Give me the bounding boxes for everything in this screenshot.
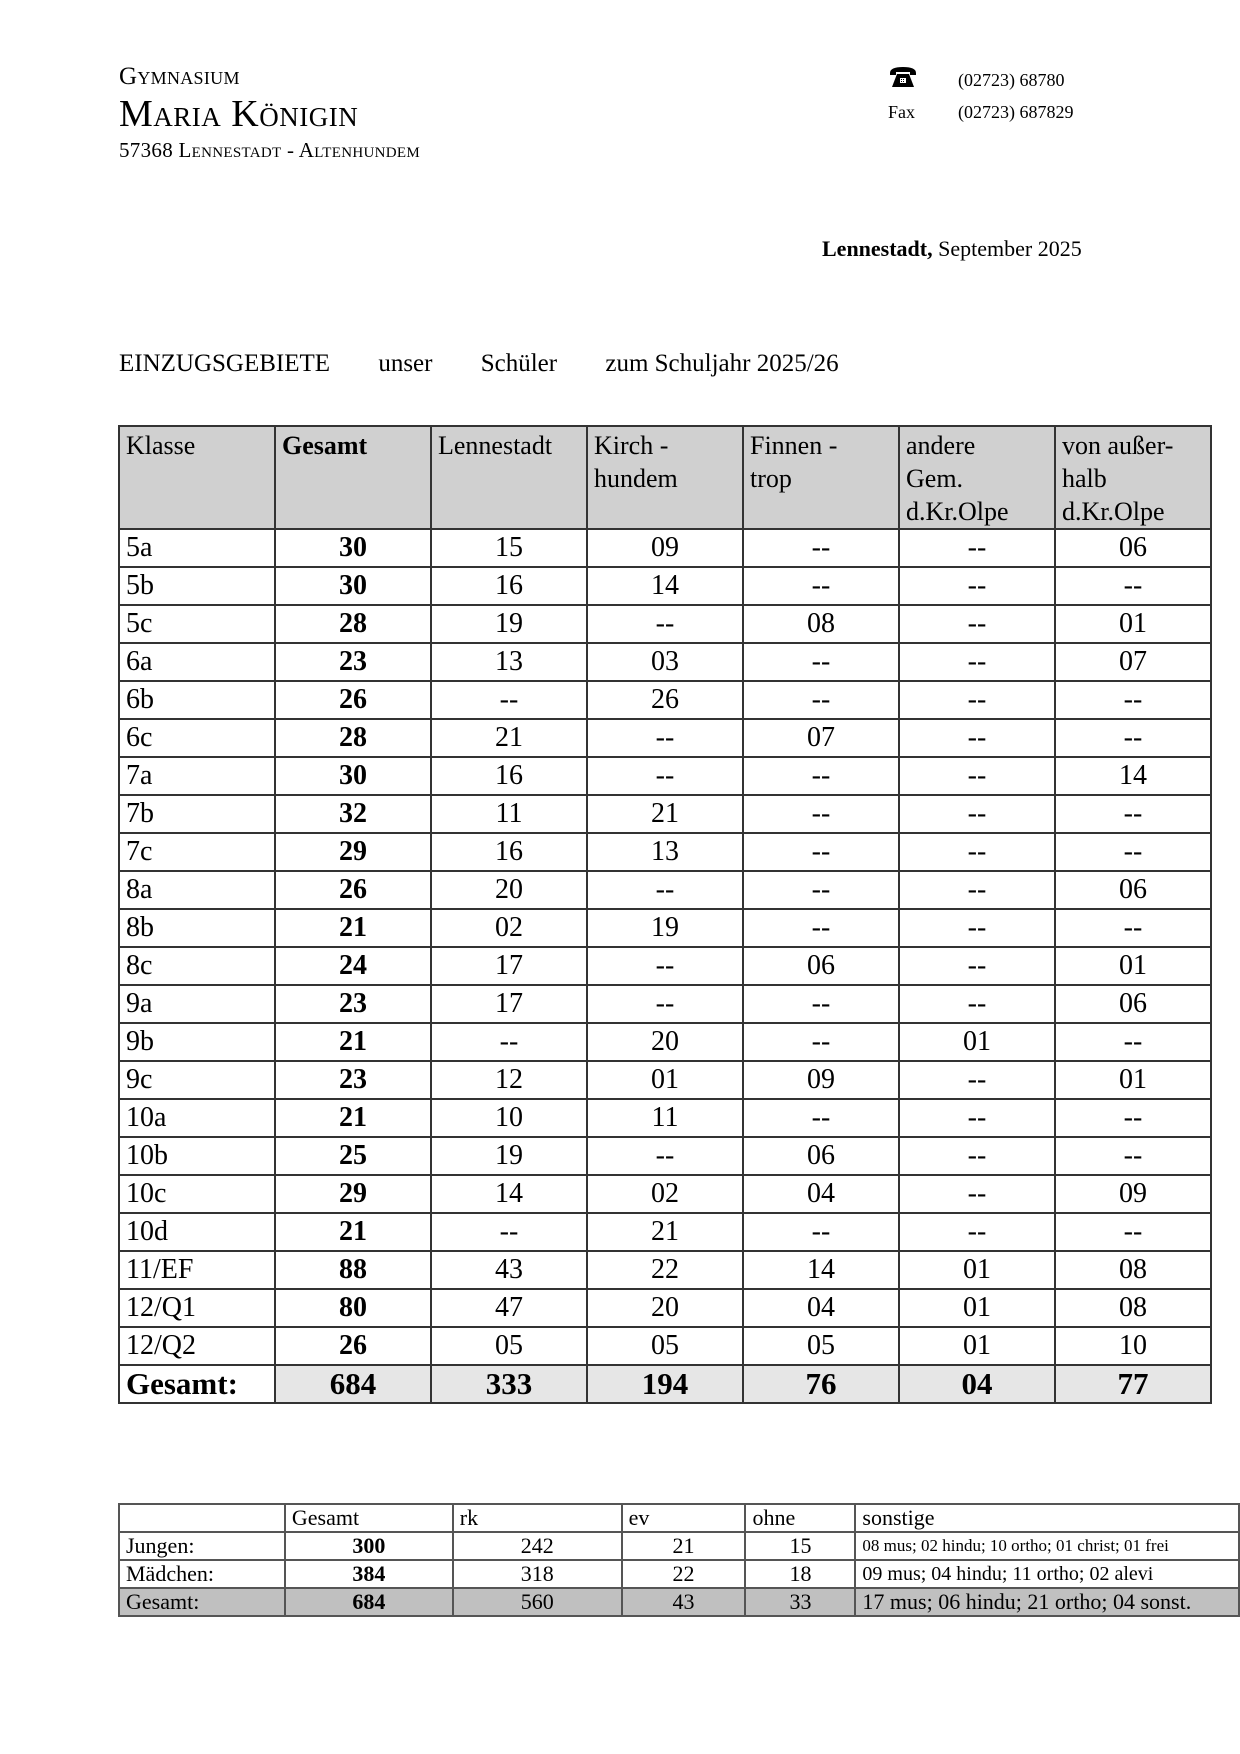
cell-col-andere-gemeinden: -- xyxy=(899,1061,1055,1099)
fax-label: Fax xyxy=(888,101,915,122)
table-row xyxy=(119,795,1211,833)
cell-col-kirchhundem: 03 xyxy=(587,643,743,681)
cell-col-andere-gemeinden: -- xyxy=(899,947,1055,985)
summary-cell-gesamt: 384 xyxy=(285,1560,453,1588)
table-row xyxy=(119,1213,1211,1251)
cell-col-andere-gemeinden: -- xyxy=(899,1175,1055,1213)
summary-row xyxy=(119,1560,1239,1588)
title-part-3: Schüler xyxy=(480,350,558,377)
cell-col-gesamt: 26 xyxy=(275,871,431,909)
total-col-finnentrop: 76 xyxy=(743,1365,899,1403)
cell-col-lennestadt: 02 xyxy=(431,909,587,947)
cell-col-ausserhalb: 01 xyxy=(1055,1061,1211,1099)
cell-col-lennestadt: 19 xyxy=(431,1137,587,1175)
cell-col-finnentrop: -- xyxy=(743,909,899,947)
cell-col-klasse: 6c xyxy=(119,719,275,757)
header-line: Finnen - xyxy=(750,431,838,460)
summary-row xyxy=(119,1532,1239,1560)
cell-col-klasse: 6b xyxy=(119,681,275,719)
cell-col-gesamt: 21 xyxy=(275,1099,431,1137)
cell-col-ausserhalb: 01 xyxy=(1055,605,1211,643)
table-row xyxy=(119,909,1211,947)
cell-col-klasse: 5b xyxy=(119,567,275,605)
cell-col-kirchhundem: -- xyxy=(587,719,743,757)
cell-col-kirchhundem: 09 xyxy=(587,529,743,567)
cell-col-lennestadt: -- xyxy=(431,1213,587,1251)
cell-col-klasse: 8c xyxy=(119,947,275,985)
phone-number: (02723) 68780 xyxy=(958,69,1065,90)
dateline xyxy=(822,236,1082,262)
summary-header-sonstige: sonstige xyxy=(855,1504,1239,1532)
cell-col-andere-gemeinden: 01 xyxy=(899,1327,1055,1365)
header-line: d.Kr.Olpe xyxy=(1062,497,1165,526)
summary-cell-ev: 22 xyxy=(622,1560,746,1588)
table-row xyxy=(119,1175,1211,1213)
cell-col-gesamt: 21 xyxy=(275,1213,431,1251)
cell-col-finnentrop: -- xyxy=(743,529,899,567)
cell-col-lennestadt: 16 xyxy=(431,567,587,605)
contact-block xyxy=(888,64,1074,128)
title-part-2: unser xyxy=(378,350,433,377)
cell-col-kirchhundem: -- xyxy=(587,1137,743,1175)
cell-col-gesamt: 24 xyxy=(275,947,431,985)
cell-col-lennestadt: 10 xyxy=(431,1099,587,1137)
header-line: Kirch - xyxy=(594,431,669,460)
total-col-andere-gemeinden: 04 xyxy=(899,1365,1055,1403)
summary-row xyxy=(119,1588,1239,1616)
cell-col-finnentrop: -- xyxy=(743,681,899,719)
total-col-gesamt: 684 xyxy=(275,1365,431,1403)
cell-col-lennestadt: 16 xyxy=(431,757,587,795)
summary-cell-label: Gesamt: xyxy=(119,1588,285,1616)
cell-col-klasse: 12/Q1 xyxy=(119,1289,275,1327)
summary-cell-sonstige: 09 mus; 04 hindu; 11 ortho; 02 alevi xyxy=(855,1560,1239,1588)
cell-col-andere-gemeinden: -- xyxy=(899,529,1055,567)
cell-col-andere-gemeinden: -- xyxy=(899,909,1055,947)
school-address: 57368 Lennestadt - Altenhundem xyxy=(119,138,420,162)
summary-cell-ohne: 33 xyxy=(745,1588,855,1616)
cell-col-kirchhundem: 01 xyxy=(587,1061,743,1099)
table-row xyxy=(119,1099,1211,1137)
cell-col-finnentrop: 06 xyxy=(743,1137,899,1175)
cell-col-klasse: 7c xyxy=(119,833,275,871)
cell-col-andere-gemeinden: -- xyxy=(899,1137,1055,1175)
cell-col-andere-gemeinden: -- xyxy=(899,1213,1055,1251)
cell-col-klasse: 11/EF xyxy=(119,1251,275,1289)
cell-col-andere-gemeinden: 01 xyxy=(899,1289,1055,1327)
header-col-andere-gemeinden xyxy=(899,426,1055,529)
cell-col-andere-gemeinden: -- xyxy=(899,719,1055,757)
cell-col-ausserhalb: -- xyxy=(1055,795,1211,833)
table-row xyxy=(119,833,1211,871)
title-part-4: zum Schuljahr 2025/26 xyxy=(605,350,839,377)
header-line: d.Kr.Olpe xyxy=(906,497,1009,526)
cell-col-lennestadt: 19 xyxy=(431,605,587,643)
summary-cell-label: Mädchen: xyxy=(119,1560,285,1588)
cell-col-lennestadt: 12 xyxy=(431,1061,587,1099)
summary-cell-rk: 318 xyxy=(453,1560,622,1588)
cell-col-kirchhundem: -- xyxy=(587,871,743,909)
header-col-lennestadt xyxy=(431,426,587,529)
cell-col-finnentrop: 05 xyxy=(743,1327,899,1365)
cell-col-kirchhundem: 20 xyxy=(587,1023,743,1061)
total-col-kirchhundem: 194 xyxy=(587,1365,743,1403)
cell-col-klasse: 5a xyxy=(119,529,275,567)
religion-summary-table xyxy=(118,1503,1240,1617)
table-row xyxy=(119,567,1211,605)
cell-col-andere-gemeinden: -- xyxy=(899,567,1055,605)
fax-number: (02723) 687829 xyxy=(958,101,1074,122)
cell-col-ausserhalb: -- xyxy=(1055,1023,1211,1061)
cell-col-gesamt: 25 xyxy=(275,1137,431,1175)
cell-col-ausserhalb: 07 xyxy=(1055,643,1211,681)
header-line: Gesamt xyxy=(282,431,368,460)
cell-col-ausserhalb: 06 xyxy=(1055,529,1211,567)
cell-col-finnentrop: -- xyxy=(743,985,899,1023)
cell-col-gesamt: 23 xyxy=(275,1061,431,1099)
cell-col-klasse: 9c xyxy=(119,1061,275,1099)
table-row xyxy=(119,1327,1211,1365)
cell-col-finnentrop: 08 xyxy=(743,605,899,643)
cell-col-klasse: 5c xyxy=(119,605,275,643)
header-line: von außer- xyxy=(1062,431,1174,460)
cell-col-lennestadt: 21 xyxy=(431,719,587,757)
table-row xyxy=(119,1061,1211,1099)
cell-col-gesamt: 32 xyxy=(275,795,431,833)
cell-col-andere-gemeinden: -- xyxy=(899,871,1055,909)
fax-row xyxy=(888,96,1074,128)
cell-col-ausserhalb: 09 xyxy=(1055,1175,1211,1213)
summary-cell-sonstige: 17 mus; 06 hindu; 21 ortho; 04 sonst. xyxy=(855,1588,1239,1616)
cell-col-finnentrop: -- xyxy=(743,1099,899,1137)
cell-col-gesamt: 28 xyxy=(275,605,431,643)
summary-header-gesamt: Gesamt xyxy=(285,1504,453,1532)
cell-col-kirchhundem: 11 xyxy=(587,1099,743,1137)
cell-col-kirchhundem: -- xyxy=(587,947,743,985)
cell-col-kirchhundem: 14 xyxy=(587,567,743,605)
cell-col-ausserhalb: -- xyxy=(1055,833,1211,871)
header-col-finnentrop xyxy=(743,426,899,529)
header-line: Klasse xyxy=(126,431,196,460)
cell-col-kirchhundem: 20 xyxy=(587,1289,743,1327)
summary-cell-ev: 21 xyxy=(622,1532,746,1560)
cell-col-ausserhalb: -- xyxy=(1055,909,1211,947)
telephone-icon xyxy=(888,65,922,89)
summary-cell-ohne: 18 xyxy=(745,1560,855,1588)
cell-col-andere-gemeinden: 01 xyxy=(899,1251,1055,1289)
header-line: andere xyxy=(906,431,976,460)
dateline-date: September 2025 xyxy=(938,236,1082,261)
cell-col-ausserhalb: -- xyxy=(1055,1099,1211,1137)
cell-col-ausserhalb: -- xyxy=(1055,719,1211,757)
table-row xyxy=(119,1251,1211,1289)
cell-col-klasse: 10a xyxy=(119,1099,275,1137)
cell-col-gesamt: 30 xyxy=(275,529,431,567)
cell-col-finnentrop: 09 xyxy=(743,1061,899,1099)
cell-col-kirchhundem: 26 xyxy=(587,681,743,719)
cell-col-finnentrop: 04 xyxy=(743,1289,899,1327)
cell-col-gesamt: 26 xyxy=(275,1327,431,1365)
cell-col-finnentrop: 04 xyxy=(743,1175,899,1213)
cell-col-finnentrop: -- xyxy=(743,567,899,605)
dateline-place: Lennestadt, xyxy=(822,236,933,261)
cell-col-lennestadt: 13 xyxy=(431,643,587,681)
cell-col-kirchhundem: 05 xyxy=(587,1327,743,1365)
cell-col-ausserhalb: -- xyxy=(1055,1213,1211,1251)
cell-col-kirchhundem: -- xyxy=(587,605,743,643)
cell-col-lennestadt: 17 xyxy=(431,985,587,1023)
cell-col-klasse: 10d xyxy=(119,1213,275,1251)
cell-col-finnentrop: 07 xyxy=(743,719,899,757)
cell-col-kirchhundem: 19 xyxy=(587,909,743,947)
cell-col-gesamt: 29 xyxy=(275,833,431,871)
cell-col-finnentrop: -- xyxy=(743,871,899,909)
cell-col-finnentrop: -- xyxy=(743,795,899,833)
cell-col-andere-gemeinden: -- xyxy=(899,795,1055,833)
school-type: Gymnasium xyxy=(119,63,240,90)
cell-col-lennestadt: 16 xyxy=(431,833,587,871)
total-col-klasse: Gesamt: xyxy=(119,1365,275,1403)
cell-col-lennestadt: 11 xyxy=(431,795,587,833)
cell-col-kirchhundem: 22 xyxy=(587,1251,743,1289)
cell-col-andere-gemeinden: -- xyxy=(899,681,1055,719)
cell-col-ausserhalb: 06 xyxy=(1055,871,1211,909)
header-col-kirchhundem xyxy=(587,426,743,529)
cell-col-klasse: 7a xyxy=(119,757,275,795)
cell-col-andere-gemeinden: -- xyxy=(899,643,1055,681)
header-col-ausserhalb xyxy=(1055,426,1211,529)
cell-col-gesamt: 30 xyxy=(275,567,431,605)
cell-col-andere-gemeinden: -- xyxy=(899,605,1055,643)
cell-col-klasse: 9a xyxy=(119,985,275,1023)
cell-col-lennestadt: -- xyxy=(431,1023,587,1061)
cell-col-gesamt: 28 xyxy=(275,719,431,757)
cell-col-andere-gemeinden: -- xyxy=(899,985,1055,1023)
cell-col-klasse: 6a xyxy=(119,643,275,681)
summary-cell-gesamt: 684 xyxy=(285,1588,453,1616)
cell-col-gesamt: 21 xyxy=(275,909,431,947)
header-col-klasse xyxy=(119,426,275,529)
cell-col-ausserhalb: 10 xyxy=(1055,1327,1211,1365)
summary-header-row xyxy=(119,1504,1239,1532)
cell-col-gesamt: 80 xyxy=(275,1289,431,1327)
cell-col-andere-gemeinden: -- xyxy=(899,833,1055,871)
summary-cell-sonstige: 08 mus; 02 hindu; 10 ortho; 01 christ; 01 frei xyxy=(855,1532,1239,1560)
table-row xyxy=(119,529,1211,567)
document-title xyxy=(119,350,881,378)
cell-col-ausserhalb: 08 xyxy=(1055,1251,1211,1289)
cell-col-kirchhundem: 02 xyxy=(587,1175,743,1213)
header-line: trop xyxy=(750,464,792,493)
cell-col-finnentrop: -- xyxy=(743,1023,899,1061)
cell-col-finnentrop: -- xyxy=(743,757,899,795)
cell-col-lennestadt: 47 xyxy=(431,1289,587,1327)
cell-col-ausserhalb: 14 xyxy=(1055,757,1211,795)
header-line: Lennestadt xyxy=(438,431,553,460)
phone-row xyxy=(888,64,1074,96)
header-line: hundem xyxy=(594,464,678,493)
cell-col-kirchhundem: 21 xyxy=(587,795,743,833)
table-row xyxy=(119,871,1211,909)
school-name: Maria Königin xyxy=(119,93,359,135)
cell-col-ausserhalb: 06 xyxy=(1055,985,1211,1023)
cell-col-kirchhundem: -- xyxy=(587,757,743,795)
table-row xyxy=(119,719,1211,757)
cell-col-ausserhalb: -- xyxy=(1055,681,1211,719)
total-col-ausserhalb: 77 xyxy=(1055,1365,1211,1403)
cell-col-andere-gemeinden: -- xyxy=(899,1099,1055,1137)
table-row xyxy=(119,1137,1211,1175)
cell-col-andere-gemeinden: -- xyxy=(899,757,1055,795)
letterhead xyxy=(119,62,420,164)
cell-col-finnentrop: -- xyxy=(743,1213,899,1251)
cell-col-kirchhundem: 21 xyxy=(587,1213,743,1251)
cell-col-lennestadt: 05 xyxy=(431,1327,587,1365)
summary-header-rk: rk xyxy=(453,1504,622,1532)
catchment-table xyxy=(118,425,1212,1404)
cell-col-klasse: 10c xyxy=(119,1175,275,1213)
cell-col-gesamt: 29 xyxy=(275,1175,431,1213)
cell-col-gesamt: 23 xyxy=(275,985,431,1023)
cell-col-lennestadt: -- xyxy=(431,681,587,719)
table-row xyxy=(119,985,1211,1023)
summary-header-label xyxy=(119,1504,285,1532)
cell-col-finnentrop: -- xyxy=(743,833,899,871)
summary-cell-gesamt: 300 xyxy=(285,1532,453,1560)
title-part-1: EINZUGSGEBIETE xyxy=(119,350,331,377)
cell-col-finnentrop: 06 xyxy=(743,947,899,985)
cell-col-gesamt: 21 xyxy=(275,1023,431,1061)
cell-col-gesamt: 26 xyxy=(275,681,431,719)
summary-header-ev: ev xyxy=(622,1504,746,1532)
summary-cell-ohne: 15 xyxy=(745,1532,855,1560)
table-row xyxy=(119,681,1211,719)
cell-col-ausserhalb: -- xyxy=(1055,1137,1211,1175)
table-row xyxy=(119,947,1211,985)
cell-col-klasse: 9b xyxy=(119,1023,275,1061)
cell-col-klasse: 8b xyxy=(119,909,275,947)
cell-col-gesamt: 88 xyxy=(275,1251,431,1289)
cell-col-gesamt: 30 xyxy=(275,757,431,795)
cell-col-ausserhalb: 01 xyxy=(1055,947,1211,985)
table-row xyxy=(119,1289,1211,1327)
table-row xyxy=(119,757,1211,795)
cell-col-klasse: 10b xyxy=(119,1137,275,1175)
table-row xyxy=(119,605,1211,643)
cell-col-finnentrop: -- xyxy=(743,643,899,681)
cell-col-lennestadt: 14 xyxy=(431,1175,587,1213)
table-header-row xyxy=(119,426,1211,529)
cell-col-klasse: 8a xyxy=(119,871,275,909)
cell-col-lennestadt: 15 xyxy=(431,529,587,567)
header-line: halb xyxy=(1062,464,1107,493)
cell-col-lennestadt: 17 xyxy=(431,947,587,985)
summary-cell-ev: 43 xyxy=(622,1588,746,1616)
table-body xyxy=(119,529,1211,1403)
cell-col-gesamt: 23 xyxy=(275,643,431,681)
header-col-gesamt xyxy=(275,426,431,529)
cell-col-finnentrop: 14 xyxy=(743,1251,899,1289)
cell-col-klasse: 7b xyxy=(119,795,275,833)
cell-col-lennestadt: 20 xyxy=(431,871,587,909)
total-col-lennestadt: 333 xyxy=(431,1365,587,1403)
cell-col-ausserhalb: 08 xyxy=(1055,1289,1211,1327)
cell-col-kirchhundem: 13 xyxy=(587,833,743,871)
table-row xyxy=(119,643,1211,681)
cell-col-kirchhundem: -- xyxy=(587,985,743,1023)
header-line: Gem. xyxy=(906,464,964,493)
cell-col-klasse: 12/Q2 xyxy=(119,1327,275,1365)
summary-cell-rk: 560 xyxy=(453,1588,622,1616)
summary-cell-label: Jungen: xyxy=(119,1532,285,1560)
cell-col-andere-gemeinden: 01 xyxy=(899,1023,1055,1061)
total-row xyxy=(119,1365,1211,1403)
table-row xyxy=(119,1023,1211,1061)
cell-col-lennestadt: 43 xyxy=(431,1251,587,1289)
summary-header-ohne: ohne xyxy=(745,1504,855,1532)
summary-cell-rk: 242 xyxy=(453,1532,622,1560)
summary-table-body xyxy=(119,1504,1239,1616)
cell-col-ausserhalb: -- xyxy=(1055,567,1211,605)
